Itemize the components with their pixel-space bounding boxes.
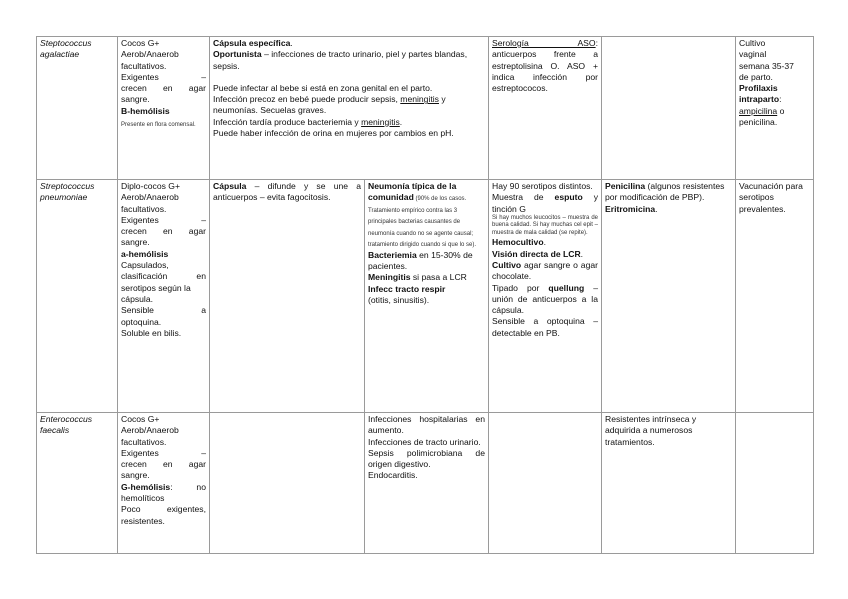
characteristics-cell: Diplo-cocos G+ Aerob/Anaerob facultativos. Exigentes – crecen en agar sangre. a-hemólisis Capsulados, clasificación en serotipos según la cápsula. Sensible a optoquina. Soluble en bilis. <box>118 180 210 413</box>
diagnosis-cell: Hay 90 serotipos distintos. Muestra de esputo y tinción G Si hay muchos leucocitos – muestra de buena calidad. Si hay muchas cel epit – muestra de mala calidad (se repite). Hemocultivo. Visión directa de LCR. Cultivo agar sangre o agar chocolate. Tipado por quellung – unión de anticuerpos a la cápsula. Sensible a optoquina – detectable en PB. <box>489 180 602 413</box>
diagnosis-cell: Serología ASO: anticuerpos frente a estreptolisina O. ASO + indica infección por estreptococos. <box>489 37 602 180</box>
pathology-cell: Neumonía típica de la comunidad (90% de los casos. Tratamiento empírico contra las 3 principales bacterias causantes de neumonía cuando no se agente causal; tratamiento dirigido cuando si que lo se). Bacteriemia en 15-30% de pacientes. Meningitis si pasa a LCR Infecc tracto respir (otitis, sinusitis). <box>365 180 489 413</box>
virulence-cell: Cápsula específica. Oportunista – infecciones de tracto urinario, piel y partes blandas, sepsis. Puede infectar al bebe si está en zona genital en el parto. Infección precoz en bebé puede producir sepsis, meningitis y neumonías. Secuelas graves. Infección tardía produce bacteriemia y meningitis. Puede haber infección de orina en mujeres por cambios en pH. <box>210 37 489 180</box>
table-row <box>37 180 814 413</box>
characteristics-cell: Cocos G+ Aerob/Anaerob facultativos. Exigentes – crecen en agar sangre. G-hemólisis: no hemolíticos Poco exigentes, resistentes. <box>118 413 210 554</box>
prevention-cell: Vacunación para serotipos prevalentes. <box>736 180 814 413</box>
prevention-cell <box>736 413 814 554</box>
organism-name: Steptococcus agalactiae <box>37 37 118 180</box>
virulence-cell: Cápsula – difunde y se une a anticuerpos – evita fagocitosis. <box>210 180 365 413</box>
table-row <box>37 413 814 554</box>
bacteria-table <box>36 36 814 554</box>
organism-name: Enterococcus faecalis <box>37 413 118 554</box>
organism-name: Streptococcus pneumoniae <box>37 180 118 413</box>
diagnosis-cell <box>489 413 602 554</box>
treatment-cell <box>602 37 736 180</box>
table-row <box>37 37 814 180</box>
treatment-cell: Penicilina (algunos resistentes por modificación de PBP). Eritromicina. <box>602 180 736 413</box>
pathology-cell: Infecciones hospitalarias en aumento. Infecciones de tracto urinario. Sepsis polimicrobiana de origen digestivo. Endocarditis. <box>365 413 489 554</box>
virulence-cell <box>210 413 365 554</box>
prevention-cell: Cultivo vaginal semana 35-37 de parto. Profilaxis intraparto: ampicilina o penicilina. <box>736 37 814 180</box>
characteristics-cell: Cocos G+ Aerob/Anaerob facultativos. Exigentes – crecen en agar sangre. B-hemólisis Presente en flora comensal. <box>118 37 210 180</box>
treatment-cell: Resistentes intrínseca y adquirida a numerosos tratamientos. <box>602 413 736 554</box>
